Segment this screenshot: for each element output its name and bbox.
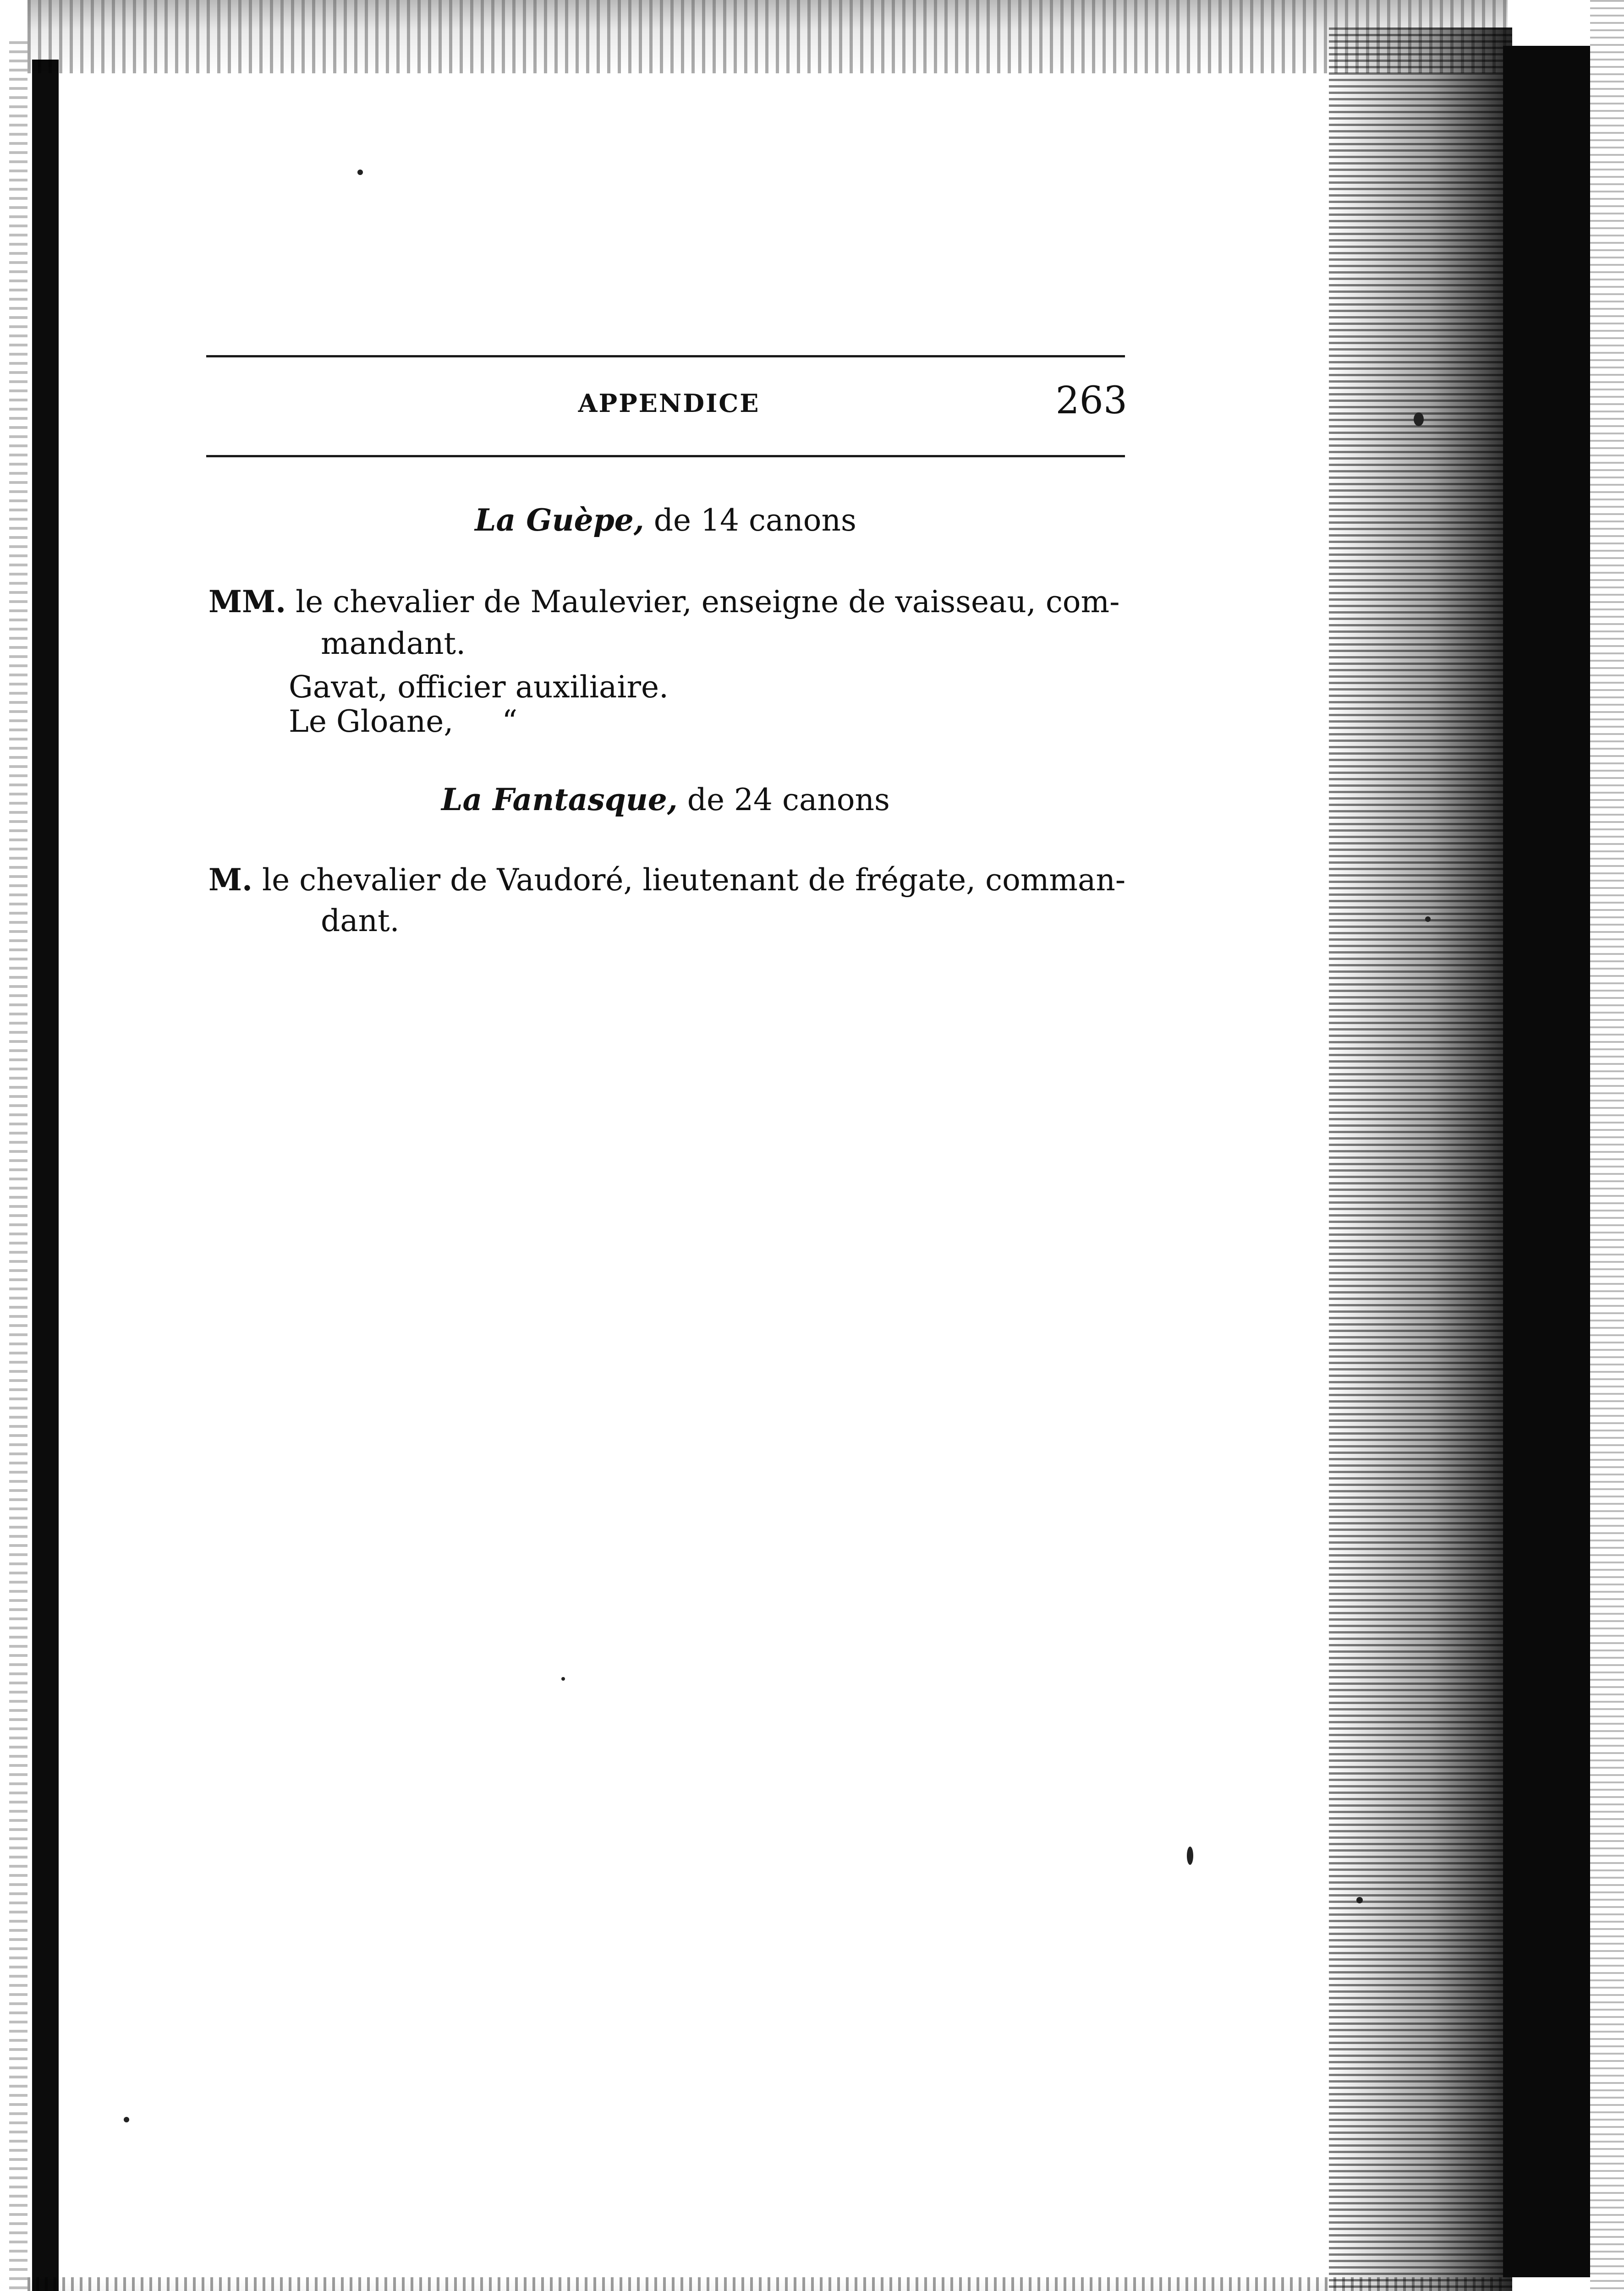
ship-name: La Fantasque, [441,782,678,817]
crew-entry-line [208,857,1125,903]
ship-armament: de 14 canons [653,503,856,538]
ship-name: La Guèpe, [475,502,644,538]
crew-entry-text: Gavat, officier auxiliaire. [289,669,669,705]
header-bottom-rule [206,455,1125,457]
ship-heading [206,497,1125,543]
scan-right-margin-noise [1590,0,1624,2291]
crew-entry-text: le chevalier de Maulevier, enseigne de vaisseau, com- [296,584,1120,619]
scan-top-edge-noise [27,0,1508,73]
scan-left-margin-noise [9,41,27,2291]
crew-entry-text: dant. [321,903,400,938]
header-top-rule [206,355,1125,357]
scan-bottom-edge-noise [27,2277,1508,2291]
scan-speck [1187,1847,1193,1865]
page-number: 263 [1055,379,1127,422]
honorific-prefix: M. [208,862,253,898]
scan-speck [357,170,363,175]
crew-entry-line [208,579,1119,625]
scan-speck [1425,916,1431,922]
scan-right-dark-edge [1503,46,1590,2277]
crew-entry-text: le chevalier de Vaudoré, lieutenant de frégate, comman- [262,862,1126,898]
crew-entry-line [321,621,466,667]
running-head: APPENDICE [578,389,760,418]
crew-entry-line [289,699,517,745]
scan-speck [124,2117,129,2122]
crew-entry-line [321,898,400,944]
ship-heading [206,777,1125,823]
ship-armament: de 24 canons [687,782,890,817]
ditto-mark: “ [502,704,518,739]
crew-entry-text: mandant. [321,626,466,661]
honorific-prefix: MM. [208,584,286,619]
scan-right-edge-grain [1329,27,1512,2291]
scan-speck [1356,1897,1363,1903]
scan-speck [1414,412,1424,426]
scan-speck [561,1677,565,1681]
crew-entry-text: Le Gloane, [289,704,454,739]
